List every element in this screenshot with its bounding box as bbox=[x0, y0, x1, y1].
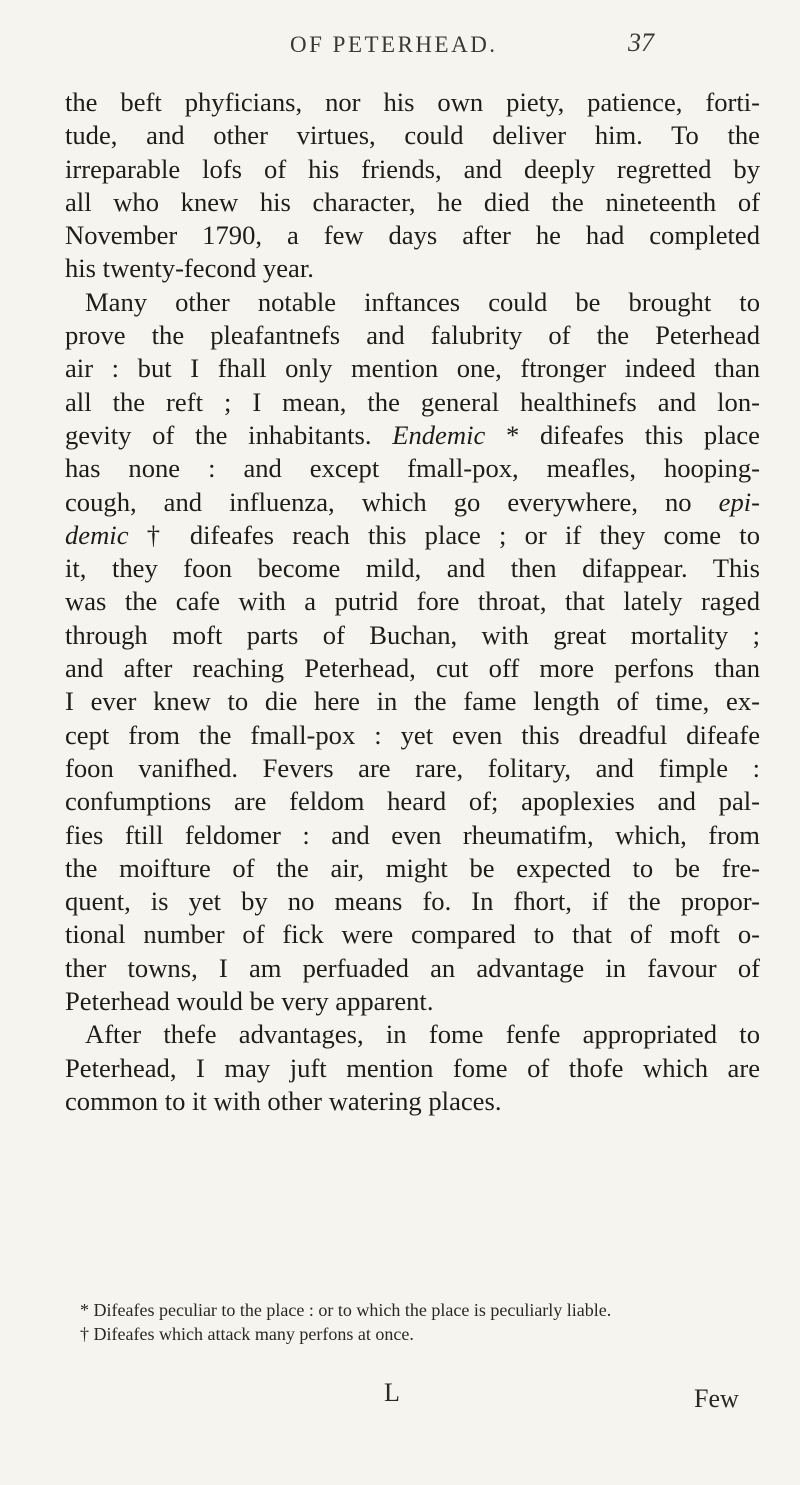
text-line: demic † difeafes reach this place ; or if they come to bbox=[65, 519, 760, 550]
text-line: I ever knew to die here in the fame length of time, ex- bbox=[65, 686, 760, 717]
signature-mark: L bbox=[384, 1378, 400, 1407]
footnotes bbox=[80, 1298, 740, 1346]
text-line: air : but I fhall only mention one, ftronger indeed than bbox=[65, 353, 760, 384]
text-line: was the cafe with a putrid fore throat, that lately raged bbox=[65, 586, 760, 617]
text-line: confumptions are feldom heard of; apoplexies and pal- bbox=[65, 786, 760, 817]
text-line: gevity of the inhabitants. Endemic * difeafes this place bbox=[65, 419, 760, 450]
text-line: cough, and influenza, which go everywhere, no epi- bbox=[65, 486, 760, 517]
paragraph-start-line: After thefe advantages, in fome fenfe appropriated to bbox=[85, 1019, 760, 1050]
text-line: cept from the fmall-pox : yet even this dreadful difeafe bbox=[65, 719, 760, 750]
text-line: irreparable lofs of his friends, and deeply regretted by bbox=[65, 153, 760, 184]
text-line: the moifture of the air, might be expected to be fre- bbox=[65, 852, 760, 883]
footnote-epidemic: † Difeafes which attack many perfons at once. bbox=[80, 1324, 414, 1344]
text-line: November 1790, a few days after he had completed bbox=[65, 220, 760, 251]
text-line: all who knew his character, he died the nineteenth of bbox=[65, 186, 760, 217]
catchword: Few bbox=[694, 1384, 739, 1413]
text-line: it, they foon become mild, and then difappear. This bbox=[65, 553, 760, 584]
text-line: prove the pleafantnefs and falubrity of the Peterhead bbox=[65, 320, 760, 351]
running-head: OF PETERHEAD. bbox=[290, 32, 498, 57]
text-line: has none : and except fmall-pox, meafles, hooping- bbox=[65, 453, 760, 484]
text-line: ther towns, I am perfuaded an advantage in favour of bbox=[65, 952, 760, 983]
page-header bbox=[0, 28, 800, 68]
text-line: Peterhead would be very apparent. bbox=[65, 986, 434, 1017]
text-line: common to it with other watering places. bbox=[65, 1085, 502, 1116]
text-line: Peterhead, I may juft mention fome of thofe which are bbox=[65, 1052, 760, 1083]
text-line: through moft parts of Buchan, with great mortality ; bbox=[65, 619, 760, 650]
page-footer bbox=[0, 1378, 800, 1418]
body-text bbox=[65, 86, 760, 1118]
text-line: fies ftill feldomer : and even rheumatifm, which, from bbox=[65, 819, 760, 850]
text-line: tional number of fick were compared to that of moft o- bbox=[65, 919, 760, 950]
text-line: foon vanifhed. Fevers are rare, folitary, and fimple : bbox=[65, 752, 760, 783]
text-line: quent, is yet by no means fo. In fhort, if the propor- bbox=[65, 886, 760, 917]
page-number: 37 bbox=[628, 28, 654, 57]
paragraph-start-line: Many other notable inftances could be brought to bbox=[85, 286, 760, 317]
text-line: his twenty-fecond year. bbox=[65, 253, 314, 284]
text-line: the beft phyficians, nor his own piety, patience, forti- bbox=[65, 87, 760, 117]
text-line: tude, and other virtues, could deliver him. To the bbox=[65, 120, 760, 151]
text-line: all the reft ; I mean, the general healthinefs and lon- bbox=[65, 386, 760, 417]
footnote-endemic: * Difeafes peculiar to the place : or to which the place is peculiarly liable. bbox=[80, 1300, 612, 1320]
text-line: and after reaching Peterhead, cut off more perfons than bbox=[65, 653, 760, 684]
